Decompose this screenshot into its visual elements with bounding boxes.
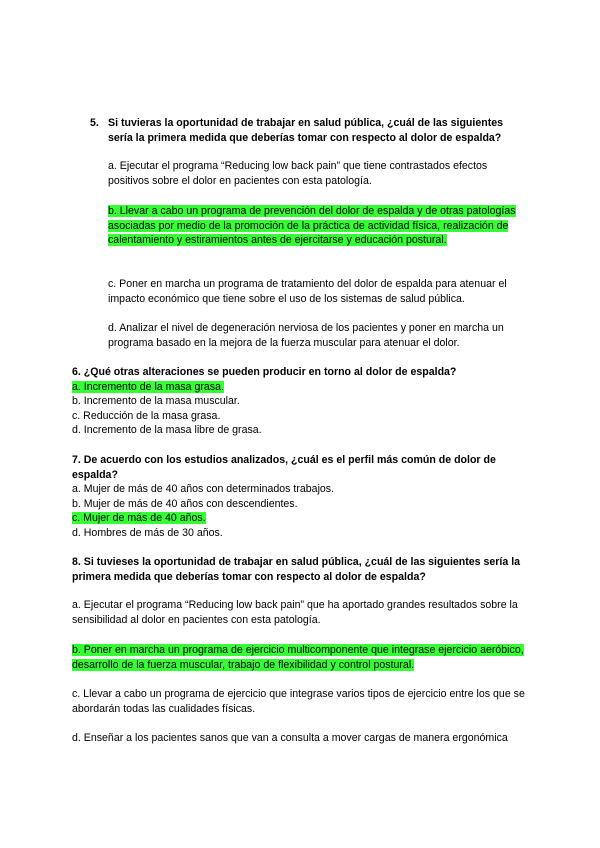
question-7-option-d: d. Hombres de más de 30 años.: [72, 526, 223, 539]
question-5: [90, 116, 530, 145]
question-6-option-b: b. Incremento de la masa muscular.: [72, 395, 240, 408]
question-8-title: 8. Si tuvieses la oportunidad de trabajar en salud pública, ¿cuál de las siguientes sería la primera medida que deberías tomar con respecto al dolor de espalda?: [72, 556, 521, 583]
question-6: [72, 365, 532, 438]
question-7-option-a: a. Mujer de más de 40 años con determinados trabajos.: [72, 483, 335, 496]
question-7-option-b: b. Mujer de más de 40 años con descendientes.: [72, 497, 298, 510]
question-7: [72, 453, 532, 541]
correct-answer-highlight: b. Poner en marcha un programa de ejercicio multicomponente que integrase ejercicio aeróbico, desarrollo de la fuerza muscular, trabajo de flexibilidad y control postural.: [72, 644, 524, 671]
question-8-option-d: d. Enseñar a los pacientes sanos que van a consulta a mover cargas de manera ergonómica: [72, 732, 508, 744]
question-6-option-d: d. Incremento de la masa libre de grasa.: [72, 424, 262, 437]
question-5-option-b: [108, 204, 528, 248]
correct-answer-highlight: b. Llevar a cabo un programa de prevención del dolor de espalda y de otras patologías asociadas por medio de la promoción de la práctica de actividad física, realización de calentamiento y estiramientos antes de ejercitarse y educación postural.: [108, 205, 516, 247]
question-6-option-c: c. Reducción de la masa grasa.: [72, 409, 221, 422]
question-5-option-c: c. Poner en marcha un programa de tratamiento del dolor de espalda para atenuar el impacto económico que tiene sobre el uso de los sistemas de salud pública.: [108, 278, 507, 305]
question-7-title: 7. De acuerdo con los estudios analizados, ¿cuál es el perfil más común de dolor de espalda?: [72, 454, 496, 481]
question-5-option-d: d. Analizar el nivel de degeneración nerviosa de los pacientes y poner en marcha un programa basado en la mejora de la fuerza muscular para atenuar el dolor.: [108, 322, 504, 349]
question-8-option-a: a. Ejecutar el programa “Reducing low back pain” que ha aportado grandes resultados sobre la sensibilidad al dolor en pacientes con esta patología.: [72, 599, 518, 626]
question-6-title: 6. ¿Qué otras alteraciones se pueden producir en torno al dolor de espalda?: [72, 366, 457, 378]
question-8-option-b: [72, 643, 532, 672]
question-8: [72, 555, 532, 584]
question-7-option-c: c. Mujer de más de 40 años.: [72, 512, 206, 525]
question-5-option-a: a. Ejecutar el programa “Reducing low back pain” que tiene contrastados efectos positivos sobre el dolor en pacientes con esta patología.: [108, 160, 488, 187]
question-6-option-a: a. Incremento de la masa grasa.: [72, 380, 224, 393]
question-8-option-c: c. Llevar a cabo un programa de ejercicio que integrase varios tipos de ejercicio entre los que se abordarán todas las cualidades físicas.: [72, 688, 525, 715]
question-5-title: 5. Si tuvieras la oportunidad de trabajar en salud pública, ¿cuál de las siguientes sería la primera medida que deberías tomar con respecto al dolor de espalda?: [90, 117, 504, 144]
